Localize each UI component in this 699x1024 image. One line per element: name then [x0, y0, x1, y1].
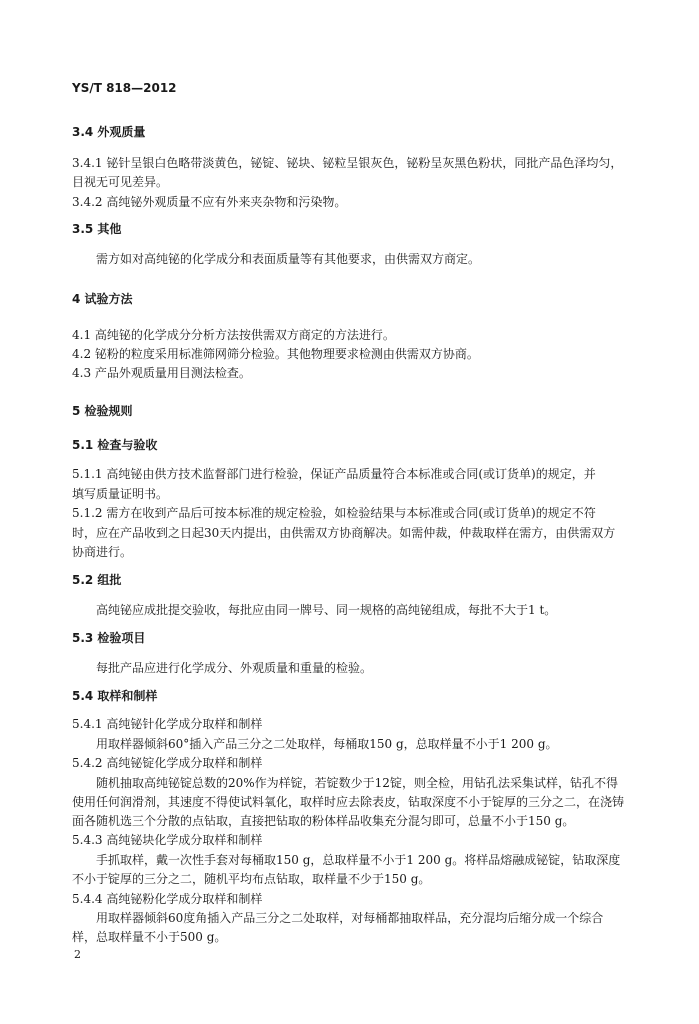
clause-5-1-1: 5.1.1 高纯铋由供方技术监督部门进行检验，保证产品质量符合本标准或合同(或订货单)的规定，并	[72, 467, 596, 481]
clause-5-1-2-cont1: 时，应在产品收到之日起30天内提出，由供需双方协商解决。如需仲裁，仲裁取样在需方，由供需双方	[72, 526, 616, 540]
paragraph-5-4-3-line1: 手抓取样，戴一次性手套对每桶取150 g，总取样量不小于1 200 g。将样品熔融成铋锭，钻取深度	[96, 853, 621, 867]
clause-5-4-2: 5.4.2 高纯铋锭化学成分取样和制样	[72, 756, 263, 770]
clause-5-4-3: 5.4.3 高纯铋块化学成分取样和制样	[72, 833, 263, 847]
clause-4-3: 4.3 产品外观质量用目测法检查。	[72, 366, 251, 380]
clause-5-1-2-cont2: 协商进行。	[72, 545, 133, 559]
heading-5-1: 5.1 检查与验收	[72, 438, 158, 452]
clause-3-4-2: 3.4.2 高纯铋外观质量不应有外来夹杂物和污染物。	[72, 195, 347, 209]
paragraph-5-2: 高纯铋应成批提交验收，每批应由同一牌号、同一规格的高纯铋组成，每批不大于1 t。	[96, 603, 557, 617]
clause-3-4-1: 3.4.1 铋针呈银白色略带淡黄色，铋锭、铋块、铋粒呈银灰色，铋粉呈灰黑色粉状，同批产品色泽均匀，	[72, 156, 623, 170]
heading-5-2: 5.2 组批	[72, 573, 122, 587]
paragraph-3-5: 需方如对高纯铋的化学成分和表面质量等有其他要求，由供需双方商定。	[96, 252, 481, 266]
heading-5: 5 检验规则	[72, 404, 133, 418]
paragraph-5-4-1: 用取样器倾斜60°插入产品三分之二处取样，每桶取150 g，总取样量不小于1 200 g。	[96, 737, 558, 751]
clause-5-4-1: 5.4.1 高纯铋针化学成分取样和制样	[72, 717, 263, 731]
paragraph-5-4-4-line2: 样，总取样量不小于500 g。	[72, 930, 227, 944]
page-number: 2	[74, 948, 81, 961]
paragraph-5-3: 每批产品应进行化学成分、外观质量和重量的检验。	[96, 661, 373, 675]
paragraph-5-4-2-line2: 使用任何润滑剂，其速度不得使试料氧化，取样时应去除表皮，钻取深度不小于锭厚的三分之二，在浇铸	[72, 795, 625, 809]
clause-5-1-1-cont: 填写质量证明书。	[72, 487, 169, 501]
clause-5-1-2: 5.1.2 需方在收到产品后可按本标准的规定检验，如检验结果与本标准或合同(或订货单)的规定不符	[72, 506, 596, 520]
heading-5-3: 5.3 检验项目	[72, 631, 146, 645]
heading-3-4: 3.4 外观质量	[72, 125, 146, 139]
clause-3-4-1-cont: 目视无可见差异。	[72, 175, 169, 189]
heading-3-5: 3.5 其他	[72, 222, 122, 236]
heading-5-4: 5.4 取样和制样	[72, 689, 158, 703]
clause-4-2: 4.2 铋粉的粒度采用标准筛网筛分检验。其他物理要求检测由供需双方协商。	[72, 347, 479, 361]
clause-5-4-4: 5.4.4 高纯铋粉化学成分取样和制样	[72, 892, 263, 906]
paragraph-5-4-4-line1: 用取样器倾斜60度角插入产品三分之二处取样，对每桶都抽取样品，充分混均后缩分成一个综合	[96, 911, 604, 925]
standard-header: YS/T 818—2012	[72, 81, 177, 95]
paragraph-5-4-2-line1: 随机抽取高纯铋锭总数的20%作为样锭，若锭数少于12锭，则全检，用钻孔法采集试样，钻孔不得	[96, 776, 618, 790]
clause-4-1: 4.1 高纯铋的化学成分分析方法按供需双方商定的方法进行。	[72, 328, 395, 342]
paragraph-5-4-2-line3: 面各随机选三个分散的点钻取，直接把钻取的粉体样品收集充分混匀即可，总量不小于150 g。	[72, 814, 575, 828]
heading-4: 4 试验方法	[72, 292, 133, 306]
paragraph-5-4-3-line2: 不小于锭厚的三分之二，随机平均布点钻取，取样量不少于150 g。	[72, 872, 431, 886]
